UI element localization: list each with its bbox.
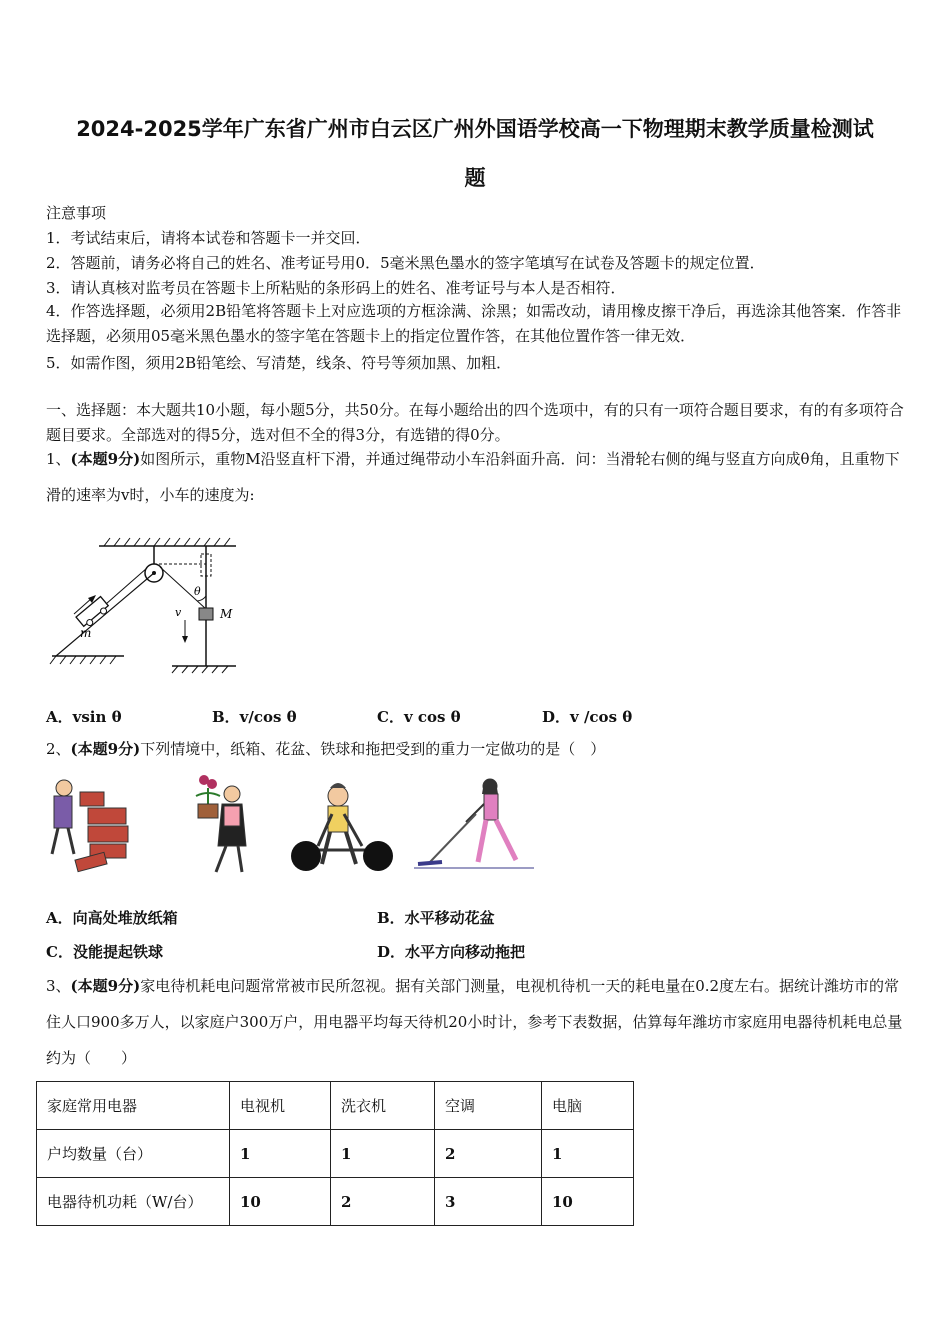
table-cell: 2 xyxy=(331,1178,435,1226)
question-3 xyxy=(46,968,908,1076)
table-row xyxy=(37,1130,634,1178)
carrying-flowerpot-illustration xyxy=(196,775,246,872)
pulley-incline-figure xyxy=(44,516,244,676)
table-cell: 电器待机功耗（W/台） xyxy=(37,1178,230,1226)
q1-option-d[interactable]: D．v /cos θ xyxy=(542,708,633,726)
question-text: 家电待机耗电问题常常被市民所忽视。据有关部门测量，电视机待机一天的耗电量在0.2度左右。据统计潍坊市的常住人口900多万人，以家庭户300万户，用电器平均每天待机20小时计，参考下表数据，估算每年潍坊市家庭用电器待机耗电总量约为（ ） xyxy=(46,977,903,1067)
section-intro: 一、选择题：本大题共10小题，每小题5分，共50分。在每小题给出的四个选项中，有的只有一项符合题目要求，有的有多项符合题目要求。全部选对的得5分，选对但不全的得3分，有选错的得0分。 xyxy=(46,401,904,444)
question-2 xyxy=(46,731,908,767)
q1-option-b[interactable]: B．v/cos θ xyxy=(212,708,297,726)
appliance-standby-table xyxy=(36,1081,634,1226)
q2-illustrations xyxy=(46,774,536,884)
question-number: 1、 xyxy=(46,450,71,468)
table-cell: 1 xyxy=(331,1130,435,1178)
q2-option-d[interactable] xyxy=(377,941,525,962)
notice-item: 3．请认真核对监考员在答题卡上所粘贴的条形码上的姓名、准考证号与本人是否相符． xyxy=(46,279,626,297)
question-text: 下列情境中，纸箱、花盆、铁球和拖把受到的重力一定做功的是（ ） xyxy=(140,740,606,758)
question-1 xyxy=(46,441,908,513)
table-row xyxy=(37,1082,634,1130)
table-cell: 户均数量（台） xyxy=(37,1130,230,1178)
table-cell: 洗衣机 xyxy=(331,1082,435,1130)
table-cell: 3 xyxy=(435,1178,542,1226)
question-points: (本题9分) xyxy=(70,977,141,995)
question-text: 如图所示，重物M沿竖直杆下滑，并通过绳带动小车沿斜面升高．问：当滑轮右侧的绳与竖直方向成θ角，且重物下滑的速率为v时，小车的速度为: xyxy=(46,450,900,504)
table-cell: 电视机 xyxy=(230,1082,331,1130)
table-cell: 10 xyxy=(230,1178,331,1226)
theta-label: θ xyxy=(194,585,201,598)
q2-option-c[interactable] xyxy=(46,941,163,962)
mass-m-label: m xyxy=(80,626,92,640)
q1-option-c[interactable]: C．v cos θ xyxy=(377,708,461,726)
page-title: 2024-2025学年广东省广州市白云区广州外国语学校高一下物理期末教学质量检测试 xyxy=(76,117,874,141)
mass-M-label: M xyxy=(220,607,233,621)
question-number: 3、 xyxy=(46,977,71,995)
velocity-label: v xyxy=(175,606,182,619)
q2-option-d-text: D．水平方向移动拖把 xyxy=(377,943,526,961)
table-cell: 1 xyxy=(230,1130,331,1178)
table-row xyxy=(37,1178,634,1226)
lifting-iron-balls-illustration xyxy=(291,783,393,871)
mopping-floor-illustration xyxy=(414,779,534,868)
table-cell: 2 xyxy=(435,1130,542,1178)
q2-option-b[interactable] xyxy=(377,907,495,928)
question-number: 2、 xyxy=(46,740,71,758)
notice-item: 2．答题前，请务必将自己的姓名、准考证号用0．5毫米黑色墨水的签字笔填写在试卷及答题卡的规定位置． xyxy=(46,254,765,272)
table-cell: 10 xyxy=(542,1178,634,1226)
question-points: (本题9分) xyxy=(70,740,141,758)
table-cell: 空调 xyxy=(435,1082,542,1130)
q2-option-a[interactable] xyxy=(46,907,178,928)
table-cell: 家庭常用电器 xyxy=(37,1082,230,1130)
notice-item: 4．作答选择题，必须用2B铅笔将答题卡上对应选项的方框涂满、涂黑；如需改动，请用橡皮擦干净后，再选涂其他答案．作答非选择题，必须用05毫米黑色墨水的签字笔在答题卡上的指定位置作答，在其他位置作答一律无效． xyxy=(46,302,902,345)
q2-option-b-text: B．水平移动花盆 xyxy=(377,909,495,927)
notice-heading: 注意事项 xyxy=(46,204,107,222)
notice-item: 5．如需作图，须用2B铅笔绘、写清楚，线条、符号等须加黑、加粗． xyxy=(46,354,512,372)
q2-option-a-text: A．向高处堆放纸箱 xyxy=(46,909,178,927)
table-cell: 电脑 xyxy=(542,1082,634,1130)
table-cell: 1 xyxy=(542,1130,634,1178)
q1-option-a[interactable]: A．vsin θ xyxy=(46,708,122,726)
question-points: (本题9分) xyxy=(70,450,141,468)
notice-item: 1．考试结束后，请将本试卷和答题卡一并交回． xyxy=(46,229,371,247)
stacking-boxes-illustration xyxy=(52,780,128,872)
q2-option-c-text: C．没能提起铁球 xyxy=(46,943,163,961)
page-title-continued: 题 xyxy=(464,166,486,190)
